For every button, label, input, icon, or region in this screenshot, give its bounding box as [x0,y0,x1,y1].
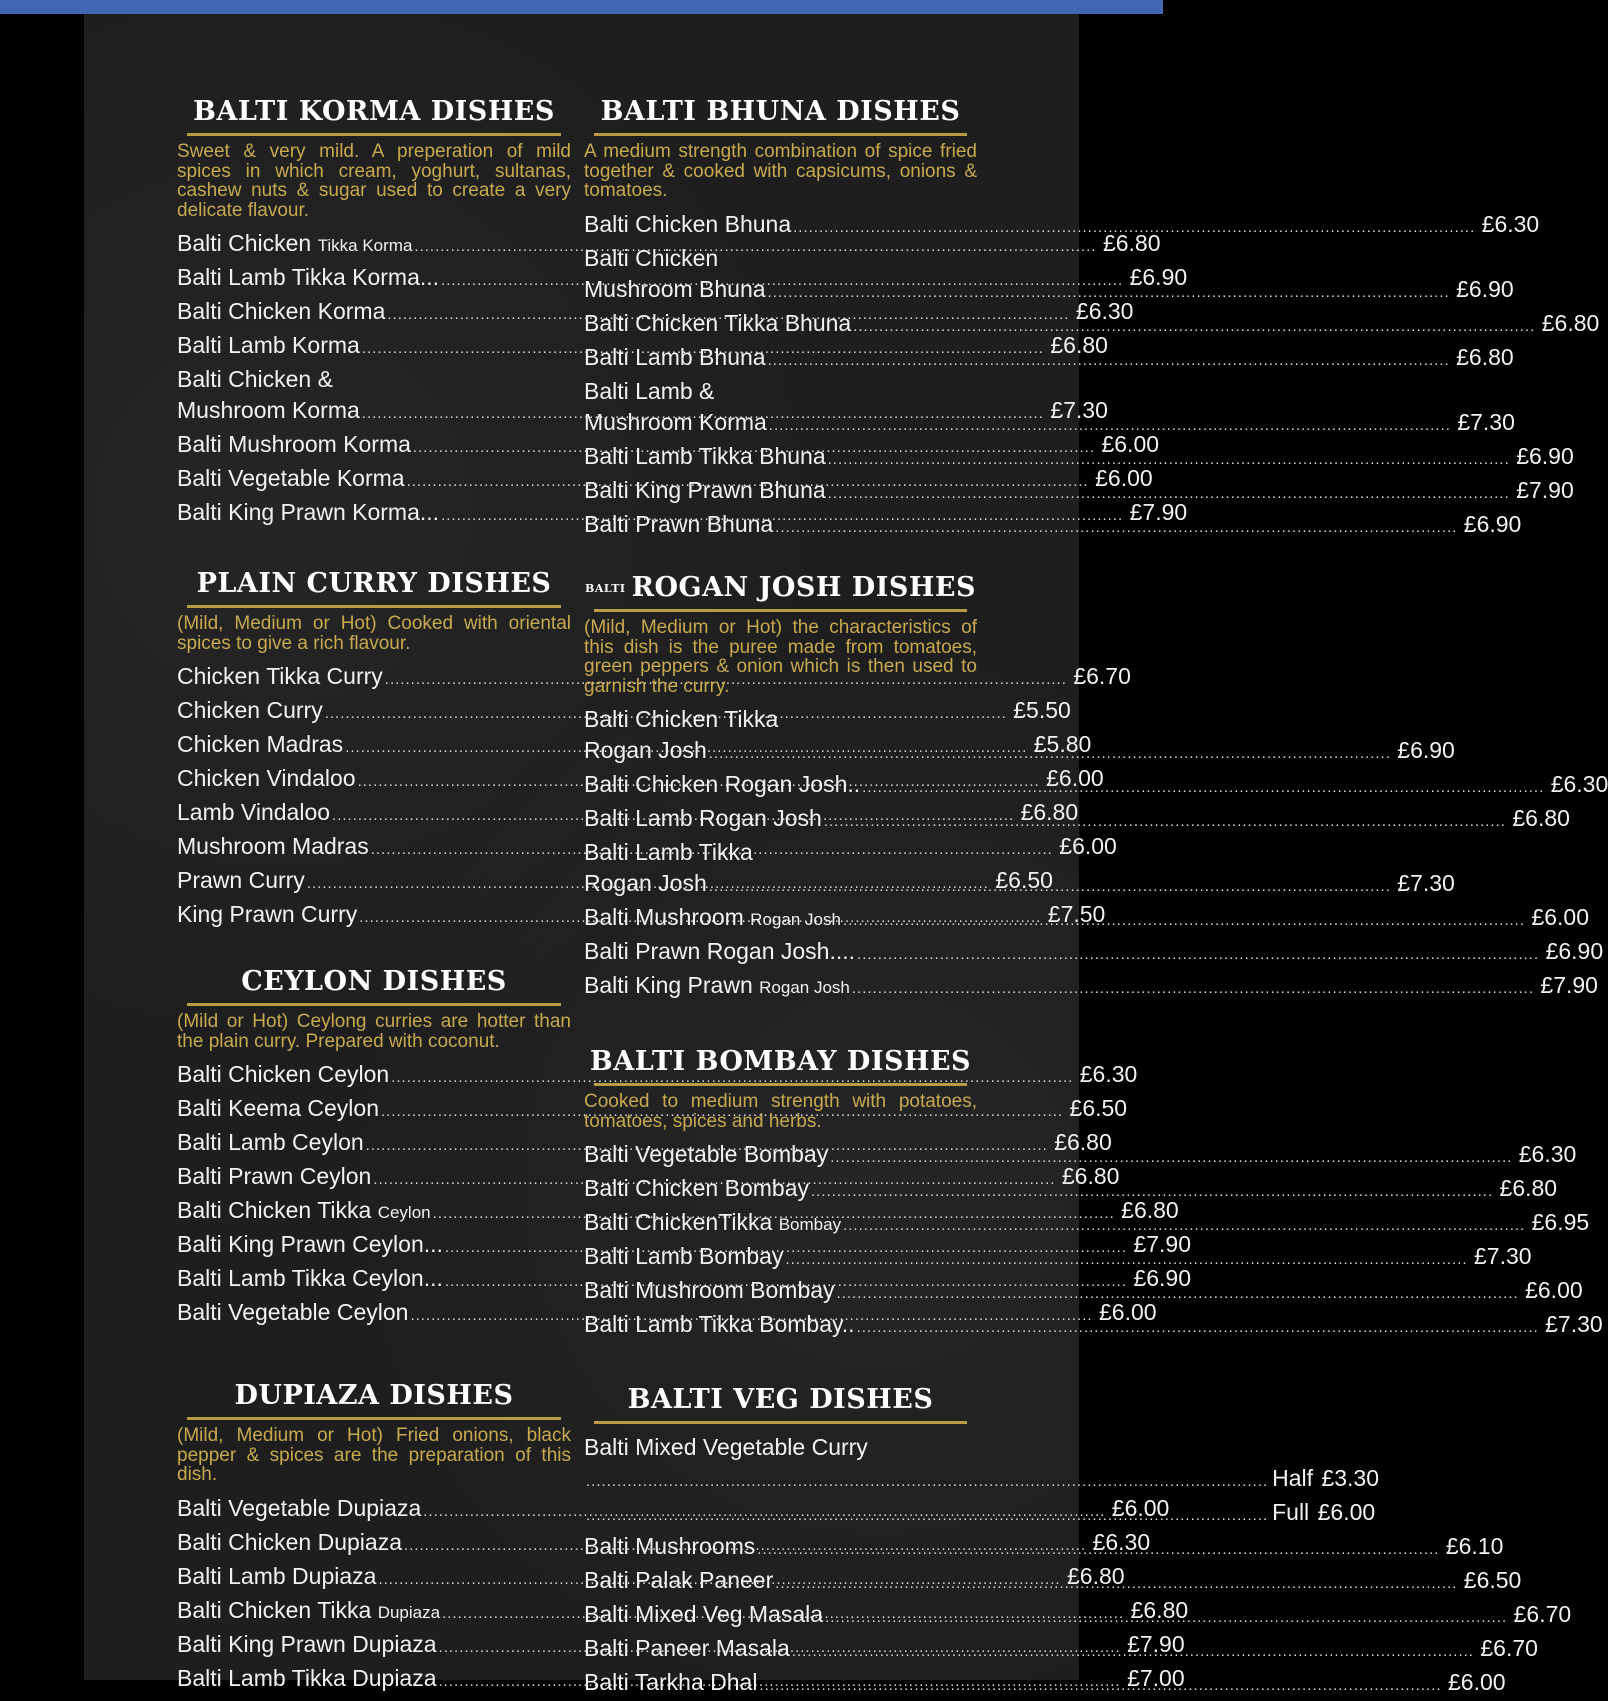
item-name-text: Prawn Curry [177,867,305,893]
leader-dots [837,1278,1519,1309]
section-description: Sweet & very mild. A preperation of mild spices in which cream, yoghurt, sultanas, cashew nuts & sugar used to create a very delicate flavour. [177,141,571,221]
item-name [177,1493,421,1524]
item-price: £7.00 [1127,1664,1185,1691]
item-name [584,1633,790,1664]
item-price: £6.95 [1531,1209,1590,1235]
item-name [584,308,851,339]
item-name [177,797,330,828]
item-name-text: Balti Mushroom [584,904,751,930]
item-price: £6.80 [1054,1129,1112,1155]
leader-dots [586,1500,1268,1531]
menu-item [584,376,1515,441]
section-title: BALTI BOMBAY DISHES [589,1046,972,1077]
item-price: £7.30 [1397,870,1455,896]
leader-dots [775,512,1457,543]
title-underline [594,609,967,612]
item-price: £6.00 [1101,431,1160,457]
item-name [177,1263,443,1294]
item-price: £6.70 [1513,1601,1572,1627]
item-price: £6.70 [1480,1635,1538,1661]
item-name [584,706,778,732]
item-name-text: Balti ChickenTikka [584,1209,779,1235]
item-name-text: Mushroom Madras [177,833,369,859]
section-description: (Mild or Hot) Ceylong curries are hotter than the plain curry. Prepared with coconut. [177,1011,571,1052]
item-price: £6.00 [1448,1669,1506,1695]
menu-item [584,1432,977,1463]
item-name-text: Balti Lamb Bhuna [584,343,766,370]
leader-dots [757,1534,1439,1565]
item-name-text: Balti Chicken Bombay [584,1175,809,1201]
section-title: CEYLON DISHES [241,966,507,997]
item-price: £7.30 [1050,397,1108,423]
item-name-text: Balti Lamb Rogan Josh [584,805,822,831]
item-name-text: Balti Chicken Rogan Josh.. [584,771,861,797]
item-name-small: Bombay [778,1215,842,1234]
section-description: A medium strength combination of spice fried together & cooked with capsicums, onions & tomatoes. [584,141,977,201]
item-price: £6.50 [1069,1095,1128,1121]
item-price: £7.30 [1473,1243,1532,1269]
leader-dots [768,277,1450,308]
item-name-text: Balti Paneer Masala [584,1635,790,1661]
title-underline [594,1083,967,1086]
item-price: £6.80 [1456,343,1514,370]
item-name [584,1275,835,1306]
item-name [177,1561,376,1592]
item-name [177,366,333,392]
item-price: £6.80 [1121,1197,1179,1223]
item-name [584,475,826,506]
item-name [177,228,412,261]
title-text: ROGAN JOSH DISHES [631,572,976,603]
item-name-text: King Prawn Curry [177,901,358,927]
item-name-text: Chicken Tikka Curry [177,663,383,689]
item-price: £6.90 [1397,737,1455,763]
item-name [177,1127,364,1158]
item-name [584,970,850,1003]
leader-dots [862,772,1544,803]
item-name [584,902,841,935]
item-price: £6.50 [995,867,1053,893]
section-title: BALTI BHUNA DISHES [600,96,961,127]
item-name [584,1241,783,1272]
item-price: £6.90 [1133,1265,1192,1291]
title-underline [594,133,967,136]
item-name-text: Balti Lamb Tikka Bhuna [584,442,826,469]
item-name [584,1599,823,1630]
item-name [177,763,356,794]
item-name-text: Balti Mixed Veg Masala [584,1601,824,1627]
title-underline [187,1417,561,1420]
leader-dots [857,1312,1539,1343]
leader-dots [709,871,1391,902]
item-price: £6.10 [1445,1533,1504,1559]
item-name-text: Balti King Prawn Dupiaza [177,1630,437,1657]
item-name-text: Balti Lamb Tikka Korma... [177,264,440,290]
item-price: £6.30 [1481,210,1540,237]
item-name [584,509,773,540]
item-name [584,342,766,373]
item-name [177,1527,402,1558]
item-price: £6.00 [1098,1299,1157,1325]
item-name [177,1059,389,1090]
section-title: BALTI KORMA DISHES [193,96,555,127]
item-name [584,839,753,865]
leader-dots [843,1210,1525,1241]
item-name-text: Balti Lamb Tikka Dupiaza [177,1664,437,1691]
item-name-text: Balti Lamb Tikka [584,839,753,865]
menu-item [584,803,1570,837]
item-name-text: Lamb Vindaloo [177,799,331,825]
item-name-text: Balti Mushroom Bombay [584,1277,835,1303]
item-name-small: Dupiaza [377,1602,441,1622]
menu-item [177,228,1161,262]
item-price: £6.00 [1095,465,1153,491]
item-price: £6.90 [1545,938,1604,964]
item-name-text: Balti Lamb Bombay [584,1243,784,1269]
section-description: Cooked to medium strength with potatoes, tomatoes, spices and herbs. [584,1091,977,1132]
menu-item [584,342,1514,376]
leader-dots [843,905,1525,936]
item-price: £6.70 [1073,663,1131,689]
item-name [177,463,405,494]
leader-dots [775,1568,1457,1599]
item-name-text: Balti Vegetable Korma [177,465,405,491]
item-price: £6.80 [1130,1596,1189,1623]
item-name [584,1139,828,1170]
menu-item [177,661,1131,695]
item-price: £6.00 [1059,833,1117,859]
app-top-bar [0,0,1163,14]
item-price: £6.90 [1456,275,1514,302]
item-price: £6.80 [1102,230,1161,256]
menu-page [84,14,1608,1695]
item-name-text: Balti Lamb Tikka Ceylon... [177,1265,443,1291]
item-name [177,1663,437,1694]
item-name [177,695,323,726]
item-name [177,296,385,327]
item-price: £6.90 [1463,510,1522,537]
item-name-text: Balti Chicken Tikka [584,706,779,732]
menu-item [584,936,1604,970]
item-name-text: Balti Lamb Ceylon [177,1129,364,1155]
item-price: £7.90 [1540,972,1598,998]
section-title: PLAIN CURRY DISHES [196,568,552,599]
item-price: £6.30 [1550,771,1608,797]
item-price: £6.50 [1463,1567,1522,1593]
leader-dots [825,1602,1507,1633]
leader-dots [857,939,1539,970]
item-price: £7.90 [1133,1231,1192,1257]
item-price: £7.30 [1545,1311,1603,1337]
leader-dots [853,311,1535,342]
item-name [177,865,305,896]
item-name-text: Balti Vegetable Dupiaza [177,1494,422,1521]
item-name-text: Chicken Curry [177,697,323,723]
item-name-text: Balti Palak Paneer [584,1567,774,1593]
item-name-text: Balti Chicken Ceylon [177,1061,390,1087]
section-title: DUPIAZA DISHES [234,1380,514,1411]
item-name-text: Balti Lamb Tikka Bombay.. [584,1311,855,1337]
item-name-text: Balti Prawn Rogan Josh.... [584,938,856,964]
item-price: £6.80 [1499,1175,1558,1201]
item-name-text: Balti Tarkha Dhal [584,1669,758,1695]
title-underline [187,1003,561,1006]
item-name [177,497,439,528]
item-name [584,1531,755,1562]
item-name-text: Balti Chicken Bhuna [584,210,792,237]
item-price: £6.00 [1046,765,1104,791]
leader-dots [586,1466,1268,1497]
leader-dots [785,1244,1467,1275]
title-underline [594,1421,967,1424]
item-price: £6.80 [1050,332,1108,358]
item-name [584,1565,773,1596]
item-name-line2: Mushroom Bhuna [584,275,766,302]
item-name-text: Balti King Prawn Korma... [177,499,440,525]
item-name-text: Balti King Prawn [584,972,760,998]
title-underline [187,133,561,136]
item-name-small: Tikka Korma [317,236,413,255]
item-name [584,1173,809,1204]
item-name [584,441,826,472]
item-name [584,769,860,800]
item-price: £6.80 [1061,1163,1120,1189]
menu-item [177,1493,1170,1527]
leader-dots [830,1142,1512,1173]
item-name-text: Balti Chicken [177,230,318,256]
item-price: £7.90 [1129,499,1188,525]
item-name-text: Balti Chicken Tikka Bhuna [584,309,852,336]
title-prefix: BALTI [585,582,626,595]
item-name [177,1297,408,1328]
leader-dots [759,1670,1441,1701]
item-price: £6.30 [1092,1528,1151,1555]
item-name [177,1161,371,1192]
item-price: £6.30 [1075,298,1134,324]
item-name-text: Balti Lamb & [584,377,715,404]
section-description: (Mild, Medium or Hot) the characteristics of this dish is the puree made from tomatoes, green peppers & onion which is then used to garnish the curry. [584,617,977,697]
leader-dots [828,444,1510,475]
menu-item [584,1463,1380,1497]
leader-dots [852,973,1534,1004]
item-name [584,1309,855,1340]
leader-dots [769,410,1451,441]
leader-dots [824,806,1506,837]
item-name-text: Chicken Madras [177,731,344,757]
item-name [177,831,369,862]
item-price: £6.90 [1516,442,1574,469]
item-price: £5.50 [1013,697,1071,723]
item-price: £6.80 [1512,805,1570,831]
item-name [584,1432,868,1463]
item-name-small: Rogan Josh [759,978,850,997]
item-price: £6.30 [1079,1061,1138,1087]
item-name-text: Balti Mushroom Korma [177,431,411,457]
item-name-text: Balti Chicken & [177,366,333,392]
item-name [584,936,855,967]
leader-dots [768,345,1450,376]
section-description: (Mild, Medium or Hot) Fried onions, black pepper & spices are the preparation of this dish. [177,1425,571,1485]
item-name [177,1595,440,1628]
item-price: £7.30 [1457,408,1515,435]
item-name-text: Balti Chicken Korma [177,298,386,324]
item-price: £7.90 [1127,1630,1185,1657]
item-price: £6.00 [1111,1494,1170,1521]
item-name [177,1093,379,1124]
item-name-text: Balti Vegetable Bombay [584,1141,829,1167]
item-name-text: Balti Chicken Tikka [177,1596,378,1623]
item-price: £6.00 [1531,904,1590,930]
item-price: £6.00 [1317,1499,1376,1525]
section-description: (Mild, Medium or Hot) Cooked with oriental spices to give a rich flavour. [177,613,571,654]
item-name-text: Balti Chicken Dupiaza [177,1528,403,1555]
item-name [177,429,411,460]
item-name [177,1229,443,1260]
item-name [177,1195,431,1228]
item-name [177,899,357,930]
item-name [177,661,383,692]
section-title [584,572,977,603]
item-price: £3.30 [1321,1465,1380,1491]
leader-dots [828,478,1510,509]
item-price: £6.30 [1518,1141,1577,1167]
item-name-line2: Mushroom Korma [177,397,360,423]
leader-dots [811,1176,1493,1207]
item-name [584,803,822,834]
item-name-text: Balti King Prawn Bhuna [584,476,826,503]
item-name-text: Balti King Prawn Ceylon... [177,1231,443,1257]
portion-label: Half [1272,1465,1314,1491]
item-name [584,1207,841,1240]
item-name-text: Balti Prawn Bhuna [584,510,774,537]
item-price: £7.90 [1516,476,1574,503]
item-name-text: Balti Prawn Ceylon [177,1163,372,1189]
item-price: £6.80 [1067,1562,1125,1589]
item-name [584,245,718,271]
item-name [177,1629,437,1660]
item-name-text: Balti Vegetable Ceylon [177,1299,409,1325]
item-price: £6.80 [1020,799,1079,825]
item-price: £6.00 [1525,1277,1583,1303]
item-price: £6.80 [1541,309,1600,336]
item-name-text: Balti Mixed Vegetable Curry [584,1434,868,1460]
item-name-text: Balti Mushrooms [584,1533,756,1559]
menu-item [584,1497,1376,1531]
item-name [177,330,360,361]
item-price: £5.80 [1033,731,1092,757]
item-name-line2: Rogan Josh [584,870,707,896]
title-underline [187,605,561,608]
item-price: £6.90 [1129,264,1188,290]
item-name-text: Balti Chicken [584,244,719,271]
item-name-line2: Rogan Josh [584,737,707,763]
item-name-text: Balti Lamb Korma [177,332,360,358]
item-name [177,262,439,293]
item-name-small: Ceylon [377,1203,431,1222]
item-name-small: Rogan Josh [750,910,841,929]
item-name-text: Balti Lamb Dupiaza [177,1562,377,1589]
leader-dots [792,1636,1474,1667]
item-price: £7.50 [1047,901,1106,927]
item-name-text: Balti Chicken Tikka [177,1197,378,1223]
item-name-text: Balti Keema Ceylon [177,1095,379,1121]
leader-dots [793,212,1475,243]
item-name [584,1667,757,1698]
item-name [584,378,714,404]
item-name [584,209,791,240]
item-name [177,729,343,760]
menu-item [584,970,1598,1004]
leader-dots [709,738,1391,769]
section-title: BALTI VEG DISHES [627,1384,934,1415]
menu-item [584,1173,1558,1207]
item-name-text: Chicken Vindaloo [177,765,356,791]
item-name-line2: Mushroom Korma [584,408,767,435]
portion-label: Full [1272,1499,1310,1525]
